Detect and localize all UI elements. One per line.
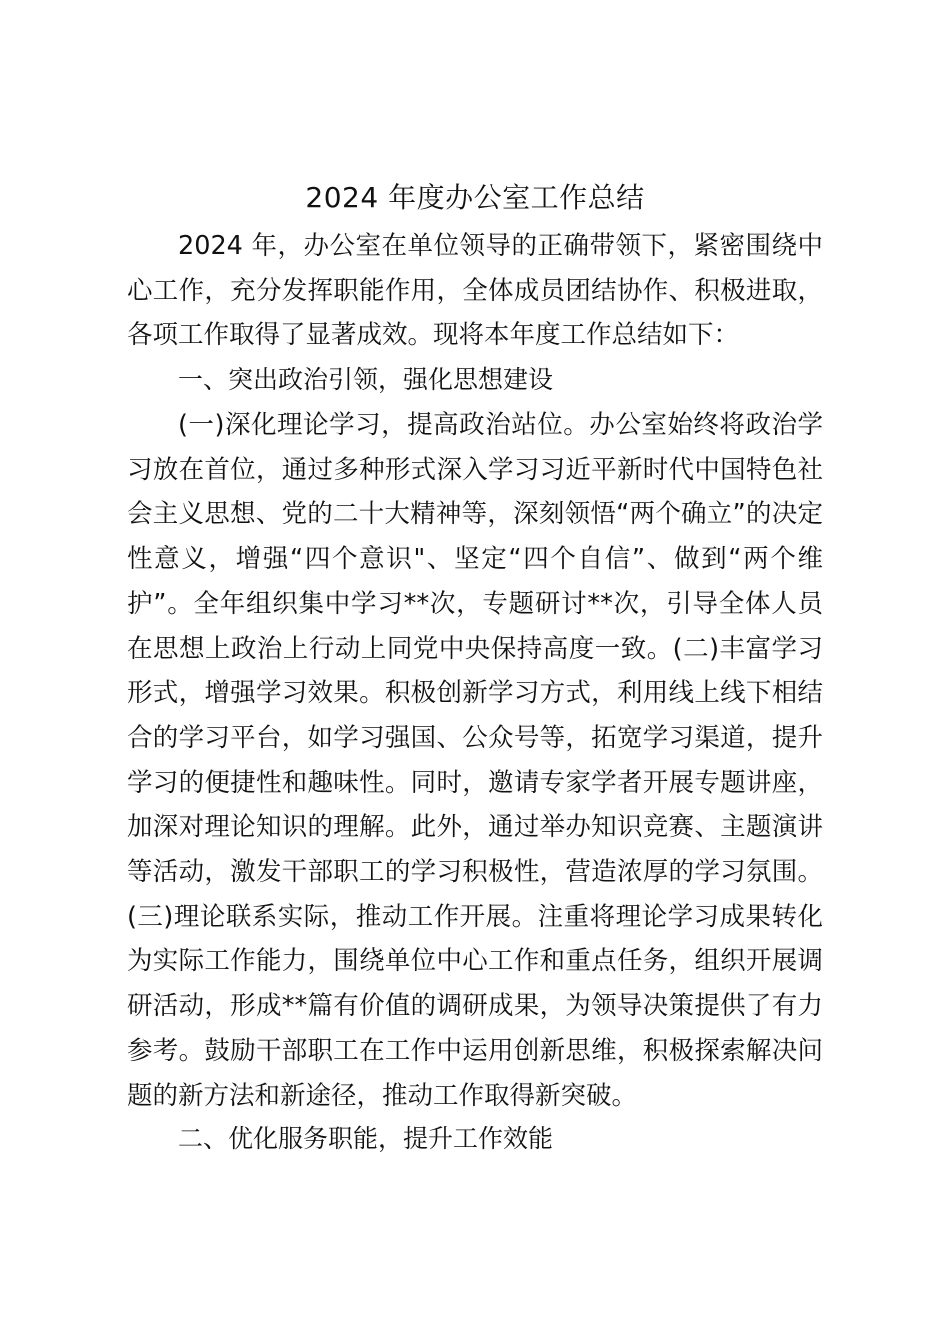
- intro-block: [127, 224, 823, 358]
- section-heading-2: 二、优化服务职能，提升工作效能: [178, 1124, 554, 1153]
- intro-paragraph: 2024 年，办公室在单位领导的正确带领下，紧密围绕中心工作，充分发挥职能作用，全体成员团结协作、积极进取，各项工作取得了显著成效。现将本年度工作总结如下：: [127, 231, 823, 351]
- document-title: 2024 年度办公室工作总结: [305, 181, 645, 214]
- section-heading-1: 一、突出政治引领，强化思想建设: [178, 365, 554, 394]
- section-1-paragraph: (一)深化理论学习，提高政治站位。办公室始终将政治学习放在首位，通过多种形式深入学习习近平新时代中国特色社会主义思想、党的二十大精神等，深刻领悟“两个确立”的决定性意义，增强“四个意识"、坚定“四个自信”、做到“两个维护”。全年组织集中学习**次，专题研讨**次，引导全体人员在思想上政治上行动上同党中央保持高度一致。(二)丰富学习形式，增强学习效果。积极创新学习方式，利用线上线下相结合的学习平台，如学习强国、公众号等，拓宽学习渠道，提升学习的便捷性和趣味性。同时，邀请专家学者开展专题讲座，加深对理论知识的理解。此外，通过举办知识竞赛、主题演讲等活动，激发干部职工的学习积极性，营造浓厚的学习氛围。(三)理论联系实际，推动工作开展。注重将理论学习成果转化为实际工作能力，围绕单位中心工作和重点任务，组织开展调研活动，形成**篇有价值的调研成果，为领导决策提供了有力参考。鼓励干部职工在工作中运用创新思维，积极探索解决问题的新方法和新途径，推动工作取得新突破。: [127, 410, 823, 1111]
